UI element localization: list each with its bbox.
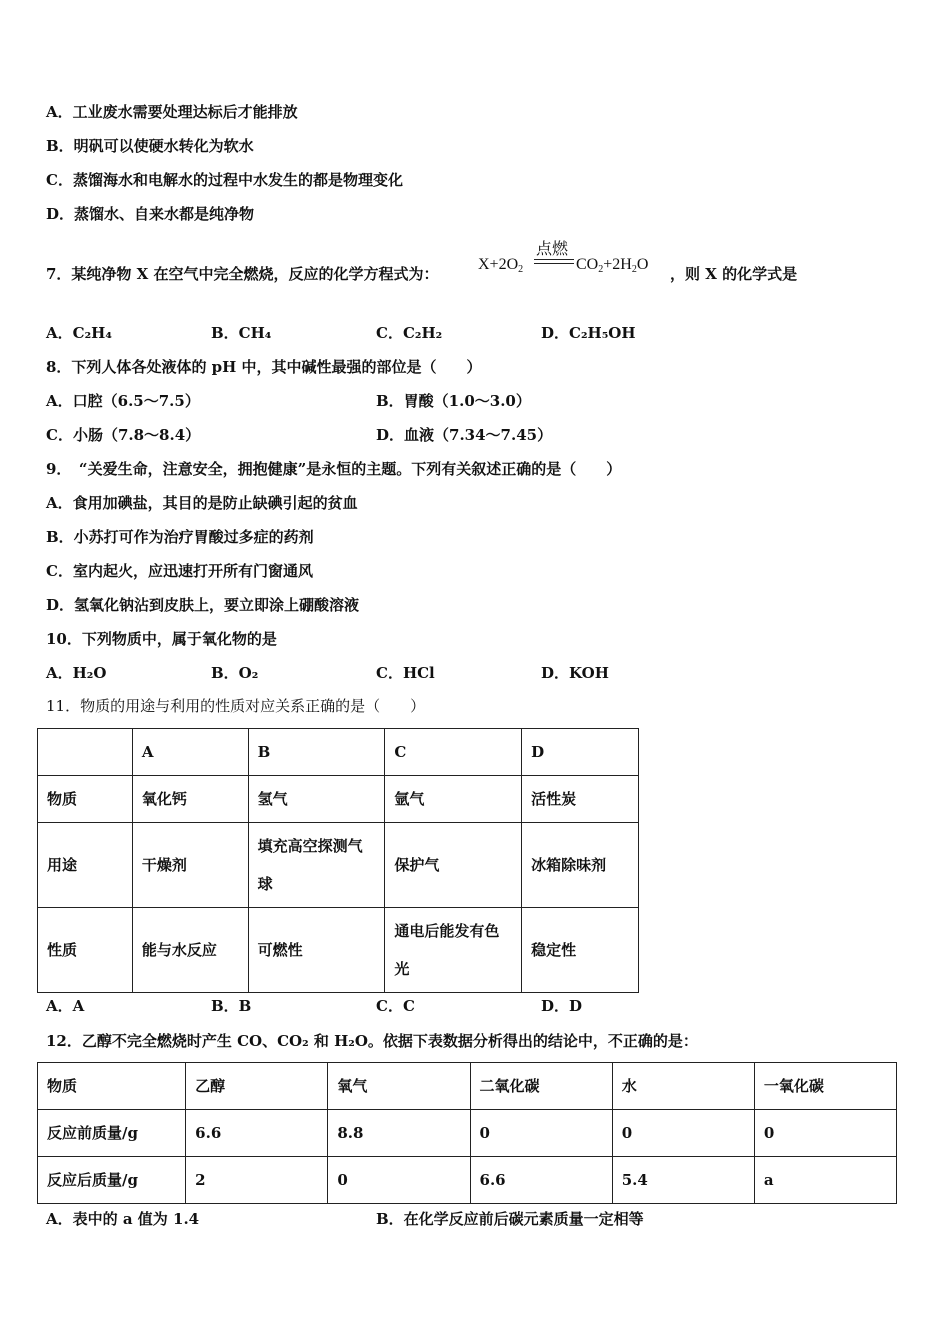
eq-lhs-text: X+2O [478, 256, 519, 273]
q10-stem: 10．下列物质中，属于氧化物的是 [46, 630, 277, 648]
table-row [38, 776, 639, 823]
equation-right-side [576, 256, 648, 274]
table-cell: 用途 [38, 823, 133, 908]
table-cell: 通电后能发有色光 [385, 908, 522, 993]
q8-option-a: A．口腔（6.5～7.5） [46, 392, 200, 410]
q11-table [37, 728, 639, 993]
q11-option-a: A．A [46, 997, 85, 1015]
q10-option-c: C．HCl [376, 664, 435, 682]
table-cell: 5.4 [612, 1157, 754, 1204]
table-cell: 冰箱除味剂 [522, 823, 639, 908]
q9-option-a: A．食用加碘盐，其目的是防止缺碘引起的贫血 [46, 494, 358, 512]
table-cell: 8.8 [328, 1110, 470, 1157]
table-cell: 氧化钙 [132, 776, 248, 823]
table-cell: 物质 [38, 776, 133, 823]
equation-bar [534, 263, 574, 264]
table-cell: A [132, 729, 248, 776]
q7-chemical-equation [478, 236, 678, 280]
table-cell: 干燥剂 [132, 823, 248, 908]
q7-option-a: A．C₂H₄ [46, 324, 112, 342]
q11-option-c: C．C [376, 997, 415, 1015]
q7-tail: ，则 X 的化学式是 [670, 265, 798, 283]
table-header-row [38, 1063, 897, 1110]
eq-lhs-sub: 2 [518, 264, 524, 275]
table-cell: 氢气 [248, 776, 385, 823]
q9-option-b: B．小苏打可作为治疗胃酸过多症的药剂 [46, 528, 314, 546]
q9-option-c: C．室内起火，应迅速打开所有门窗通风 [46, 562, 313, 580]
table-cell: 稳定性 [522, 908, 639, 993]
table-cell: 0 [754, 1110, 896, 1157]
table-cell: 乙醇 [186, 1063, 328, 1110]
eq-rhs-sub: 2 [631, 264, 637, 275]
q6-option-a: A．工业废水需要处理达标后才能排放 [46, 103, 298, 121]
q7-option-d: D．C₂H₅OH [541, 324, 636, 342]
table-row [38, 823, 639, 908]
table-header-row [38, 729, 639, 776]
q10-option-a: A．H₂O [46, 664, 107, 682]
table-cell: 能与水反应 [132, 908, 248, 993]
table-cell: 一氧化碳 [754, 1063, 896, 1110]
q9-option-d: D．氢氧化钠沾到皮肤上，要立即涂上硼酸溶液 [46, 596, 360, 614]
q6-option-c: C．蒸馏海水和电解水的过程中水发生的都是物理变化 [46, 171, 403, 189]
table-cell: D [522, 729, 639, 776]
table-cell: 水 [612, 1063, 754, 1110]
table-cell: C [385, 729, 522, 776]
q11-option-d: D．D [541, 997, 583, 1015]
table-cell: B [248, 729, 385, 776]
equation-bar [534, 259, 574, 260]
q12-option-b: B．在化学反应前后碳元素质量一定相等 [376, 1210, 644, 1228]
table-row [38, 1157, 897, 1204]
q12-option-a: A．表中的 a 值为 1.4 [46, 1210, 200, 1228]
table-cell: 二氧化碳 [470, 1063, 612, 1110]
q7-option-c: C．C₂H₂ [376, 324, 443, 342]
q12-stem: 12．乙醇不完全燃烧时产生 CO、CO₂ 和 H₂O。依据下表数据分析得出的结论中，不正确的是： [46, 1032, 698, 1050]
eq-rhs-text: +2H [603, 256, 632, 273]
table-cell: 可燃性 [248, 908, 385, 993]
table-cell [38, 729, 133, 776]
q7-stem: 7．某纯净物 X 在空气中完全燃烧，反应的化学方程式为： [46, 265, 439, 283]
table-row [38, 908, 639, 993]
q10-option-d: D．KOH [541, 664, 609, 682]
q11-option-b: B．B [211, 997, 252, 1015]
q8-option-c: C．小肠（7.8～8.4） [46, 426, 201, 444]
table-cell: a [754, 1157, 896, 1204]
q10-option-b: B．O₂ [211, 664, 259, 682]
table-row [38, 1110, 897, 1157]
table-cell: 6.6 [186, 1110, 328, 1157]
table-cell: 0 [470, 1110, 612, 1157]
q8-option-d: D．血液（7.34～7.45） [376, 426, 553, 444]
q8-option-b: B．胃酸（1.0～3.0） [376, 392, 531, 410]
table-cell: 反应后质量/g [38, 1157, 186, 1204]
q12-table [37, 1062, 897, 1204]
equation-left-side [478, 256, 523, 274]
table-cell: 0 [328, 1157, 470, 1204]
eq-rhs-text: CO [576, 256, 599, 273]
q6-option-d: D．蒸馏水、自来水都是纯净物 [46, 205, 255, 223]
table-cell: 填充高空探测气球 [248, 823, 385, 908]
table-cell: 保护气 [385, 823, 522, 908]
table-cell: 活性炭 [522, 776, 639, 823]
table-cell: 性质 [38, 908, 133, 993]
q7-option-b: B．CH₄ [211, 324, 272, 342]
q8-stem: 8．下列人体各处液体的 pH 中，其中碱性最强的部位是（ ） [46, 358, 482, 376]
table-cell: 氧气 [328, 1063, 470, 1110]
eq-rhs-sub: 2 [598, 264, 604, 275]
table-cell: 0 [612, 1110, 754, 1157]
table-cell: 2 [186, 1157, 328, 1204]
table-cell: 物质 [38, 1063, 186, 1110]
q11-stem: 11．物质的用途与利用的性质对应关系正确的是（ ） [46, 697, 426, 715]
table-cell: 氩气 [385, 776, 522, 823]
q6-option-b: B．明矾可以使硬水转化为软水 [46, 137, 254, 155]
eq-rhs-text: O [636, 256, 649, 273]
table-cell: 6.6 [470, 1157, 612, 1204]
equation-condition: 点燃 [536, 241, 569, 258]
table-cell: 反应前质量/g [38, 1110, 186, 1157]
q9-stem: 9． “关爱生命，注意安全，拥抱健康”是永恒的主题。下列有关叙述正确的是（ ） [46, 460, 622, 478]
